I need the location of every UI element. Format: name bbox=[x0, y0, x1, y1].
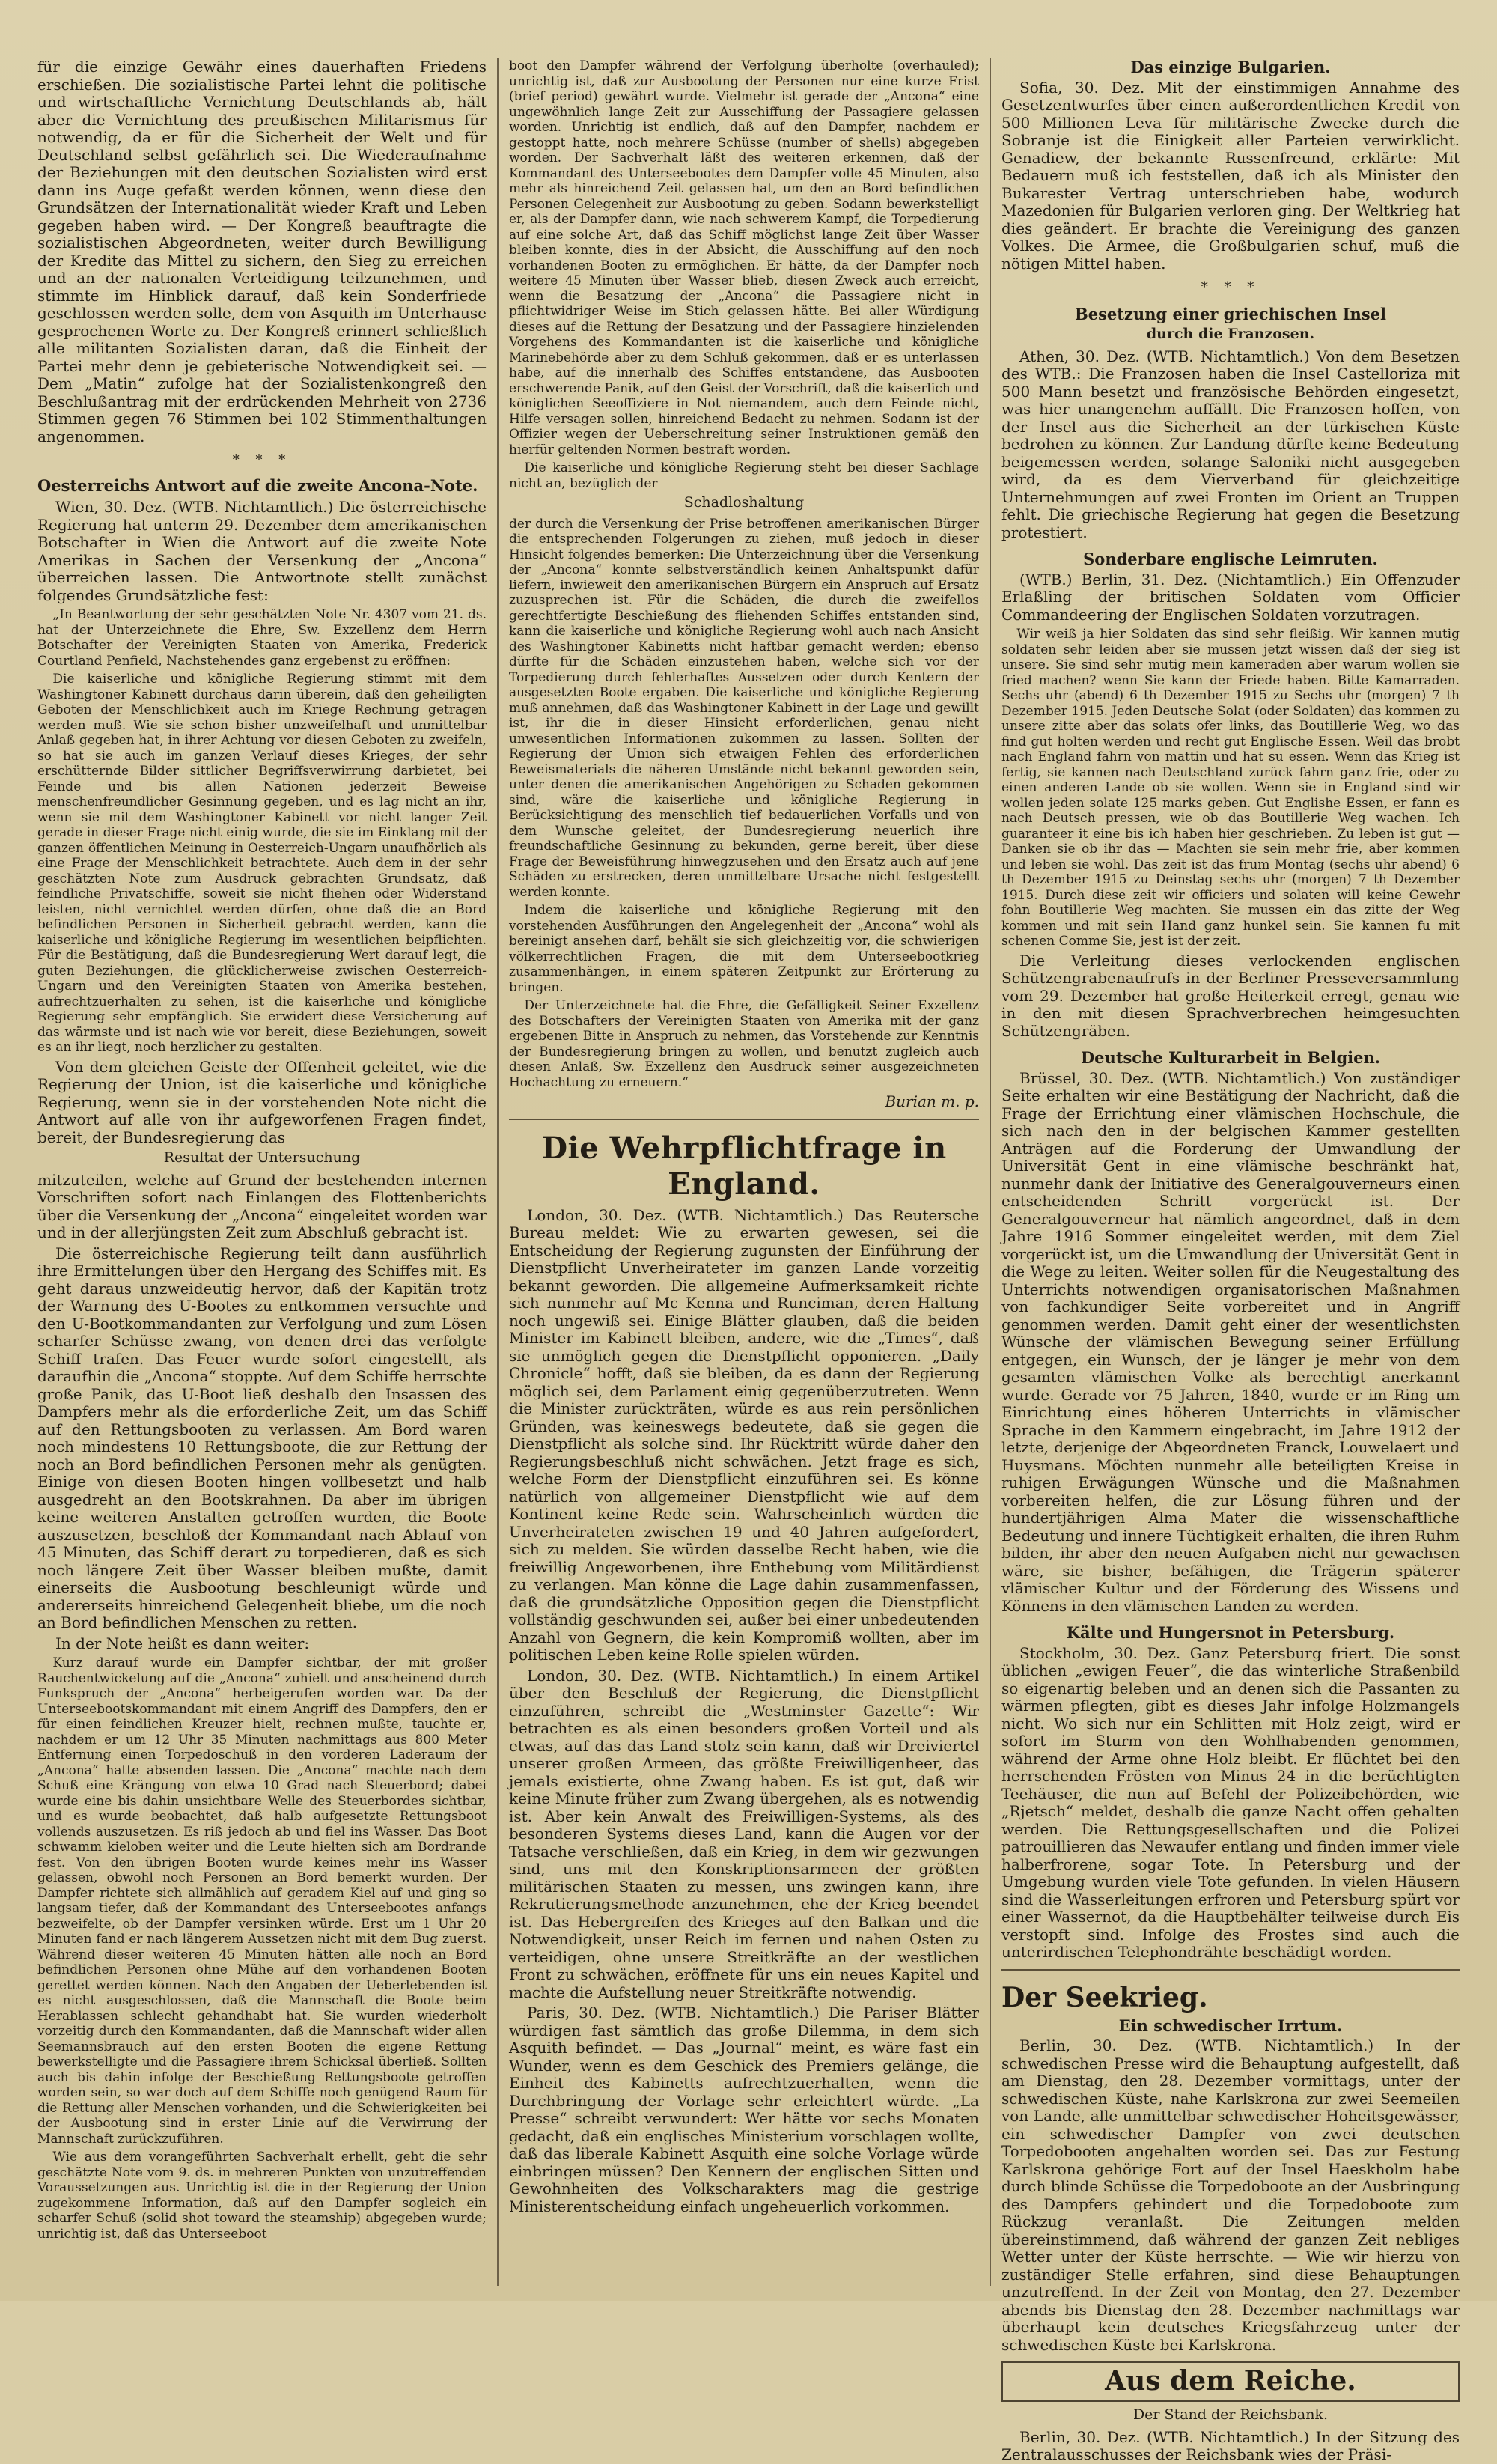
note-quote-paragraph: Die kaiserliche und königliche Regierung steht bei dieser Sachlage nicht an, bezüglich der bbox=[509, 460, 979, 491]
body-paragraph: In der Note heißt es dann weiter: bbox=[55, 1634, 310, 1652]
article-subheadline: durch die Franzosen. bbox=[1146, 326, 1315, 342]
dateline-paragraph: Wien, 30. Dez. (WTB. Nichtamtlich.) Die österreichische Regierung hat unterm 29. Dezember dem amerikanischen Botschafter in Wien die Antwort auf die zweite Note Amerikas in Sachen der Versenkung der „Ancona“ überreichen lassen. Die Antwortnote stellt zunächst folgendes Grundsätzliche fest: bbox=[37, 498, 487, 604]
article-headline-ancona: Oesterreichs Antwort auf die zweite Ancona-Note. bbox=[37, 475, 478, 495]
intro-paragraph: für die einzige Gewähr eines dauerhaften Friedens erschießen. Die sozialistische Partei lehnt die politische und wirtschaftliche Vernichtung Deutschlands ab, hält aber die Vernichtung des preußischen Militarismus für notwendig, da er für die Sicherheit der Welt und für Deutschland selbst gefährlich sei. Die Wiederaufnahme der Beziehungen mit den deutschen Sozialisten wird erst dann ins Auge gefaßt werden können, wenn diese den Grundsätzen der Internationalität wieder Kraft und Leben gegeben haben wird. — Der Kongreß beauftragte die sozialistischen Abgeordneten, weiter durch Bewilligung der Kredite das Mittel zu sichern, den Sieg zu erreichen und an der nationalen Verteidigung teilzunehmen, und stimmte im Hinblick darauf, daß kein Sonderfriede geschlossen werden solle, dem von Asquith im Unterhause gesprochenen Worte zu. Der Kongreß erinnert schließlich alle militanten Sozialisten daran, daß die Einheit der Partei mehr denn je gebieterische Notwendigkeit sei. — Dem „Matin“ zufolge hat der Sozialistenkongreß den Beschlußantrag mit der erdrückenden Mehrheit von 2736 Stimmen gegen 76 Stimmen bei 102 Stimmenthaltungen angenommen. bbox=[37, 58, 487, 445]
body-paragraph: mitzuteilen, welche auf Grund der bestehenden internen Vorschriften sofort nach Einlangen des Flottenberichts über die Versenkung der „Ancona“ eingeleitet worden war und in der allerjüngsten Zeit zum Abschluß gebracht ist. bbox=[37, 1170, 487, 1241]
body-paragraph: Brüssel, 30. Dez. (WTB. Nichtamtlich.) Von zuständiger Seite erhalten wir eine Bestätigung der Nachricht, daß die Frage der Errichtung einer vlämischen Hochschule, die sich nach den in der belgischen Kammer gestellten Anträgen auf die Forderung der Umwandlung der Universität Gent in eine vlämische beschränkt hat, nunmehr dank der Initiative des Generalgouverneurs einen entscheidenden Schritt vorgerückt ist. Der Generalgouverneur hat nämlich angeordnet, daß in dem Jahre 1916 Sommer eingeleitet werden, mit dem Ziel vorgerückt ist, um die Umwandlung der Universität Gent in die Wege zu leiten. Weiter sollen für die Neugestaltung des Unterrichts notwendigen organisatorischen Maßnahmen von fachkundiger Seite vorbereitet und in Angriff genommen werden. Damit geht einer der wesentlichsten Wünsche der vlämischen Bewegung seiner Erfüllung entgegen, ein Wunsch, der je länger je mehr von dem gesamten vlämischen Volke als berechtigt anerkannt wurde. Gerade vor 75 Jahren, 1840, wurde er im Ring um Einrichtung eines höheren Unterrichts in vlämischer Sprache in den Kammern eingebracht, im Jahre 1912 der letzte, derjenige der Abgeordneten Franck, Louwelaert und Huysmans. Möchten nunmehr alle beteiligten Kreise in ruhigen Erwägungen Wünsche und die Maßnahmen vorbereiten helfen, die zur Lösung führen und der hundertjährigen Alma Mater die wissenschaftliche Bedeutung und innere Tüchtigkeit erhalten, die ihren Ruhm bilden, ihr aber den neuen Aufgaben nicht nur gewachsen wäre, sie bisher, befähigen, die Trägerin späterer vlämischer Kultur und der Förderung des Wissens und Könnens in den vlämischen Landen zu werden. bbox=[1001, 1068, 1460, 1615]
subheading-result: Resultat der Untersuchung bbox=[163, 1149, 361, 1166]
article-headline-leaflets: Sonderbare englische Leimruten. bbox=[1083, 550, 1378, 568]
section-headline-reich: Aus dem Reiche. bbox=[1001, 2361, 1460, 2402]
subheading-damages: Schadloshaltung bbox=[683, 494, 805, 511]
body-paragraph: Athen, 30. Dez. (WTB. Nichtamtlich.) Von dem Besetzen des WTB.: Die Franzosen haben die Insel Castelloriza mit 500 Mann besetzt und französische Behörden eingesetzt, was hier unangenehm auffällt. Die Franzosen hoffen, von der Insel aus die Sicherheit an der türkischen Küste bedrohen zu können. Zur Landung dürfte keine Bedeutung beigemessen werden, solange Saloniki nicht ausgegeben wird, da es dem Vierverband für gleichzeitige Unternehmungen auf zwei Fronten im Orient an Truppen fehlt. Die griechische Regierung hat gegen die Besetzung protestiert. bbox=[1001, 347, 1460, 541]
note-quote-paragraph: Kurz darauf wurde ein Dampfer sichtbar, der mit großer Rauchentwickelung auf die „Ancona“ zuhielt und anscheinend durch Funkspruch der „Ancona“ herbeigerufen worden war. Da der Unterseebootskommandant mit einem Angriff des Dampfers, den er für einen feindlichen Kreuzer hielt, rechnen mußte, tauchte er, nachdem er um 12 Uhr 35 Minuten nachmittags aus 800 Meter Entfernung einen Torpedoschuß in den vorderen Laderaum der „Ancona“ hatte absenden lassen. Die „Ancona“ machte nach dem Schuß eine Krängung von etwa 10 Grad nach Steuerbord; dabei wurde eine bis dahin unsichtbare Welle des Steuerbordes sichtbar, und es wurde beobachtet, daß halb aufgesetzte Rettungsboot vollends auszusetzen. Es riß jedoch ab und fiel ins Wasser. Das Boot schwamm kieloben weiter und die Leute hielten sich am Bordrande fest. Von den übrigen Booten wurde keines mehr ins Wasser gelassen, obwohl noch Personen an Bord bemerkt wurden. Der Dampfer richtete sich allmählich auf geradem Kiel auf und ging so langsam tiefer, daß der Kommandant des Unterseebootes anfangs bezweifelte, ob der Dampfer versinken würde. Erst um 1 Uhr 20 Minuten fand er nach längerem Aussetzen nicht mit dem Bug zuerst. Während dieser weiteren 45 Minuten hätten alle noch an Bord befindlichen Personen ohne Mühe auf den vorhandenen Booten gerettet werden können. Nach den Angaben der Ueberlebenden ist es nicht ausgeschlossen, daß die Mannschaft die Boote beim Herablassen schlecht gehandhabt hat. Sie wurden wiederholt vorzeitig durch den Kommandanten, daß die Mannschaft wider allen Seemannsbrauch auf den ersten Booten die eigene Rettung bewerkstelligte und die Passagiere ihrem Schicksal überließ. Sollten auch bis dahin infolge der Beschießung Rettungsboote getroffen worden sein, so war doch auf dem Schiffe noch genügend Raum für die Rettung aller Menschen vorhanden, und die Schwierigkeiten bei der Ausbootung sind in erster Linie auf die Verwirrung der Mannschaft zurückzuführen. bbox=[37, 1655, 487, 2147]
note-quote-paragraph: Die kaiserliche und königliche Regierung stimmt mit dem Washingtoner Kabinett durchaus darin überein, daß den geheiligten Geboten der Menschlichkeit auch im Kriege Rechnung getragen werden muß. Wie sie schon bisher unzweifelhaft und unmittelbar Anlaß gegeben hat, in ihrer Achtung vor diesen Geboten zu zweifeln, so hat sie auch im ganzen Verlauf dieses Krieges, der sehr erschütternde Bilder sittlicher Begriffsverwirrung darbietet, bei Feinde und bis allen Nationen jederzeit Beweise menschenfreundlicher Gesinnung gegeben, und es lag nicht an ihr, wenn sie mit dem Washingtoner Kabinett vor nicht langer Zeit gerade in dieser Frage nicht einig wurde, die sie im Einklang mit der ganzen öffentlichen Meinung in Oesterreich-Ungarn unaufhörlich als eine Frage der Menschlichkeit betrachtete. Auch dem in der sehr geschätzten Note zum Ausdruck gebrachten Grundsatz, daß feindliche Privatschiffe, soweit sie nicht fliehen oder Widerstand leisten, nicht vernichtet werden dürfen, ohne daß die an Bord befindlichen Personen in Sicherheit gebracht werden, kann die kaiserliche und königliche Regierung im wesentlichen beipflichten. Für die Bestätigung, daß die Bundesregierung Wert darauf legt, die guten Beziehungen, die glücklicherweise zwischen Oesterreich-Ungarn und den Vereinigten Staaten von Amerika bestehen, aufrechtzuerhalten zu sehen, ist die kaiserliche und königliche Regierung sehr empfänglich. Sie erwidert diese Versicherung auf das wärmste und ist nach wie vor bereit, diese Beziehungen, soweit es an ihr liegt, noch herzlicher zu gestalten. bbox=[37, 672, 487, 1055]
article-headline-petersburg: Kälte und Hungersnot in Petersburg. bbox=[1066, 1623, 1395, 1642]
body-paragraph: Berlin, 30. Dez. (WTB. Nichtamtlich.) In der schwedischen Presse wird die Behauptung aufgestellt, daß am Dienstag, den 28. Dezember vormittags, unter der schwedischen Küste, nahe Karlskrona zur zwei Seemeilen von Lande, alle unmittelbar schwedischer Hoheitsgewässer, ein schwedischer Dampfer von zwei deutschen Torpedobooten angehalten worden sei. Das zur Festung Karlskrona gehörige Fort auf der Insel Haeskholm habe durch blinde Schüsse die Torpedoboote an der Ausbringung des Dampfers gehindert und die Torpedoboote zum Rückzug veranlaßt. Die Zeitungen melden übereinstimmend, daß während der ganzen Zeit nebliges Wetter unter der Küste herrschte. — Wie wir hierzu von zuständiger Stelle erfahren, sind diese Behauptungen unzutreffend. In der Zeit von Montag, den 27. Dezember abends bis Dienstag den 28. Dezember nachmittags war überhaupt kein deutsches Kriegsfahrzeug unter der schwedischen Küste bei Karlskrona. bbox=[1001, 2036, 1460, 2354]
body-paragraph: Von dem gleichen Geiste der Offenheit geleitet, wie die Regierung der Union, ist die kaiserliche und königliche Regierung, wenn sie in der vorstehenden Note nicht die Antwort auf alle von ihr aufgeworfenen Fragen findet, bereit, der Bundesregierung das bbox=[37, 1057, 487, 1146]
divider bbox=[509, 1119, 979, 1120]
body-paragraph: Die Verleitung dieses verlockenden englischen Schützengrabenaufrufs in der Berliner Presseversammlung vom 29. Dezember hat große Heiterkeit erregt, genau wie in den mit diesen Sprachverbrechen heimgesuchten Schützengräben. bbox=[1001, 951, 1460, 1040]
body-paragraph: Sofia, 30. Dez. Mit der einstimmigen Annahme des Gesetzentwurfes über einen außerordentlichen Kredit von 500 Millionen Leva für militärische Zwecke durch die Sobranje ist die Einigkeit aller Parteien verwirklicht. Genadiew, der bekannte Russenfreund, erklärte: Mit Bedauern muß ich feststellen, daß ich als Minister den Bukarester Vertrag unterschrieben habe, wodurch Mazedonien für Bulgarien verloren ging. Der Weltkrieg hat dies geändert. Er brachte die Vereinigung des ganzen Volkes. Die Armee, die Großbulgarien schuf, muß die nötigen Mittel haben. bbox=[1001, 78, 1460, 273]
note-quote-paragraph: „In Beantwortung der sehr geschätzten Note Nr. 4307 vom 21. ds. hat der Unterzeichnete die Ehre, Sw. Exzellenz dem Herrn Botschafter der Vereinigten Staaten von Amerika, Frederick Courtland Penfield, Nachstehendes ganz ergebenst zu eröffnen: bbox=[37, 607, 487, 669]
column-1 bbox=[37, 58, 487, 2286]
body-paragraph: Paris, 30. Dez. (WTB. Nichtamtlich.) Die Pariser Blätter würdigen fast sämtlich das große Dilemma, in dem sich Asquith befindet. — Das „Journal“ meint, es wäre fast ein Wunder, wenn es dem Geschick des Premiers gelänge, die Einheit des Kabinetts aufrechtzuerhalten, wenn die Durchbringung der Vorlage sehr erleichtert würde. „La Presse“ schreibt verwundert: Wer hätte vor sechs Monaten gedacht, daß ein englisches Ministerium vorschlagen wollte, daß das liberale Kabinett Asquith eine solche Vorlage würde einbringen müssen? Den Kennern der englischen Sitten und Gewohnheiten des Volkscharakters mag die gestrige Ministerentscheidung einfach ungeheuerlich vorkommen. bbox=[509, 2004, 979, 2215]
body-paragraph: Berlin, 30. Dez. (WTB. Nichtamtlich.) In der Sitzung des Zentralausschusses der Reichsbank wies der Präsi- bbox=[1001, 2427, 1460, 2463]
note-quote-paragraph: Indem die kaiserliche und königliche Regierung mit den vorstehenden Ausführungen den Angelegenheit der „Ancona“ wohl als bereinigt ansehen darf, behält sie sich gleichzeitig vor, die schwierigen völkerrechtlichen Fragen, die mit dem Unterseebootkrieg zusammenhängen, in einem späteren Zeitpunkt zur Erörterung zu bringen. bbox=[509, 903, 979, 995]
section-separator: * * * bbox=[1201, 279, 1260, 295]
body-paragraph: London, 30. Dez. (WTB. Nichtamtlich.) In einem Artikel über den Beschluß der Regierung, die Dienstpflicht einzuführen, schreibt die „Westminster Gazette“: Wir betrachten es als einen besonders großen Vorteil und als etwas, auf das das Land stolz sein kann, daß wir Dreiviertel unserer großen Armeen, das größte Freiwilligenheer, das jemals existierte, ohne Zwang haben. Es ist gut, daß wir keine Minute früher zum Zwang übergehen, als es notwendig ist. Aber kein Anwalt des Freiwilligen-Systems, als des besonderen Systems dieses Land, kann die Augen vor der Tatsache verschließen, daß ein Krieg, in dem wir gezwungen sind, uns mit den Konskriptionsarmeen der größten militärischen Staaten zu messen, uns zwingen kann, ihre Rekrutierungsmethode anzunehmen, ehe der Krieg beendet ist. Das Hebergreifen des Krieges auf den Balkan und die Notwendigkeit, unser Reich im fernen und nahen Osten zu verteidigen, ohne unsere Streitkräfte an der westlichen Front zu schwächen, eröffnete für uns ein neues Kapitel und machte die Aufstellung neuer Streitkräfte notwendig. bbox=[509, 1666, 979, 2001]
signature: Burian m. p. bbox=[885, 1092, 979, 1110]
leaflet-quote: Wir weiß ja hier Soldaten das sind sehr fleißig. Wir kannen mutig soldaten sehr leiden aber sie mussen jetzt wissen daß der sieg ist unsere. Sie sind sehr mutig mein kameraden aber warum wollen sie fried machen? wenn Sie kann der Friede haben. Bitte Kamarraden. Sechs uhr (abend) 6 th Dezember 1915 zu Sechs uhr (morgen) 7 th Dezember 1915. Jeden Deutsche Solat (oder Soldaten) das kommen zu unsere zitte aber das solats ofer links, das Boutillerie Weg, wo das find gut holten werden und recht gut Englische Essen. Weil das brobt nach England fahrn von mattin und hat su essen. Wenn das Krieg ist fertig, sie kannen nach Deutschland zurück fahrn ganz frie, oder zu einen anderen Lande ob sie wollen. Wenn sie in England sind wir wollen jeden solate 125 marks geben. Gut Englishe Essen, er fann es nach Deutsch pressen, wie ob das Boutillerie Weg wachen. Ich guaranteer it eine bis ich haben hier geschrieben. Zu leben ist gut — Danken sie ob ihr das — Machten sie sein mehr frie, aber kommen und leben sie wohl. Das zeit ist das frum Montag (sechs uhr abend) 6 th Dezember 1915 zu Deinstag sechs uhr (morgen) 7 th Dezember 1915. Durch diese zeit wir officiers und solaten will keine Gewehr fohn Boutillerie Weg machten. Sie mussen ein das zitte der Weg kommen und mit sein Hand ganz hunkel sein. Sie kannen fu mit schenen Comme Sie, jest ist der zeit. bbox=[1001, 627, 1460, 949]
note-quote-paragraph: Der Unterzeichnete hat die Ehre, die Gefälligkeit Seiner Exzellenz des Botschafters der Vereinigten Staaten von Amerika mit der ganz ergebenen Bitte in Anspruch zu nehmen, das Vorstehende zur Kenntnis der Bundesregierung bringen zu wollen, und benutzt zugleich auch diesen Anlaß, Sw. Exzellenz den Ausdruck seiner ausgezeichneten Hochachtung zu erneuern.“ bbox=[509, 998, 979, 1090]
column-2 bbox=[509, 58, 979, 2286]
article-headline-bulgaria: Das einzige Bulgarien. bbox=[1130, 58, 1331, 76]
note-quote-paragraph: der durch die Versenkung der Prise betroffenen amerikanischen Bürger die entsprechenden Folgerungen zu ziehen, muß jedoch in dieser Hinsicht folgendes bemerken: Die Unterzeichnung über die Versenkung der „Ancona“ konnte selbstverständlich keinen Anhaltspunkt dafür liefern, inwieweit den amerikanischen Bürgern ein Anspruch auf Ersatz zuzusprechen ist. Für die Schäden, die durch die zweifellos gerechtfertigte Beschießung des fliehenden Schiffes entstanden sind, kann die kaiserliche und königliche Regierung wohl auch nach Ansicht des Washingtoner Kabinetts nicht haftbar gemacht werden; ebenso dürfte für die Schäden einzustehen haben, welche sich vor der Torpedierung durch fehlerhaftes Aussetzen oder durch Kentern der ausgesetzten Boote ergaben. Die kaiserliche und königliche Regierung muß annehmen, daß das Washingtoner Kabinett in der Lage und gewillt ist, ihr die in dieser Hinsicht erforderlichen, genau nicht unwesentlichen Informationen zukommen zu lassen. Sollten der Regierung der Union sich etwaigen Fehlen des erforderlichen Beweismaterials die näheren Umstände nicht bekannt geworden sein, unter denen die amerikanischen Angehörigen zu Schaden gekommen sind, wäre die kaiserliche und königliche Regierung in Berücksichtigung des menschlich tief bedauerlichen Vorfalls und von dem Wunsche geleitet, der Bundesregierung neuerlich ihre freundschaftliche Gesinnung zu bekunden, gerne bereit, über diese Frage der Beweisführung hinwegzusehen und den Ersatz auch auf jene Schäden zu erstrecken, deren unmittelbare Ursache nicht festgestellt werden konnte. bbox=[509, 516, 979, 900]
body-paragraph: Stockholm, 30. Dez. Ganz Petersburg friert. Die sonst üblichen „ewigen Feuer“, die das winterliche Straßenbild so eigenartig beleben und an denen sich die Passanten zu wärmen pflegten, gibt es dieses Jahr infolge Holzmangels nicht. Wo sich nur ein Schlitten mit Holz zeigt, wird er sofort im Sturm von den Wohlhabenden genommen, während der Arme ohne Holz bleibt. Er flüchtet bei den herrschenden Frösten von Minus 24 in die berüchtigten Teehäuser, die nun auf Befehl der Polizeibehörden, wie „Rjetsch“ meldet, deshalb die ganze Nacht offen gehalten werden. Die Rettungsgesellschaften und die Polizei patrouillieren das Newaufer entlang und finden immer viele halberfrorene, sogar Tote. In Petersburg und der Umgebung wurden viele Tote gefunden. In vielen Häusern sind die Wasserleitungen erfroren und Petersburg spürt vor einer Wassernot, da die Hauptbehälter teilweise durch Eis verstopft sind. Infolge des Frostes sind auch die unterirdischen Telephondrähte beschädigt worden. bbox=[1001, 1643, 1460, 1961]
column-rule-right bbox=[990, 58, 991, 2286]
article-subheadline: Der Stand der Reichsbank. bbox=[1132, 2406, 1329, 2423]
article-headline-swedish-error: Ein schwedischer Irrtum. bbox=[1118, 2016, 1343, 2035]
body-paragraph: (WTB.) Berlin, 31. Dez. (Nichtamtlich.) Ein Offenzuder Erlaßling der britischen Soldaten vom Officier Commandeering der Englischen Soldaten vorzutragen. bbox=[1001, 570, 1460, 624]
section-separator: * * * bbox=[232, 452, 292, 468]
note-quote-paragraph: Wie aus dem vorangeführten Sachverhalt erhellt, geht die sehr geschätzte Note vom 9. ds. in mehreren Punkten von unzutreffenden Voraussetzungen aus. Unrichtig ist die in der Regierung der Union zugekommene Information, daß auf den Dampfer sogleich ein scharfer Schuß (solid shot toward the steamship) abgegeben wurde; unrichtig ist, daß das Unterseeboot bbox=[37, 2150, 487, 2242]
column-rule-left bbox=[497, 58, 499, 2286]
body-paragraph: Die österreichische Regierung teilt dann ausführlich ihre Ermittelungen über den Hergang des Schiffes mit. Es geht daraus unzweideutig hervor, daß der Kapitän trotz der Warnung des U-Bootes zu entkommen versuchte und den U-Bootkommandanten zur Verfolgung und zum Lösen scharfer Schüsse zwang, von denen drei das verfolgte Schiff trafen. Das Feuer wurde sofort eingestellt, als daraufhin die „Ancona“ stoppte. Auf dem Schiffe herrschte große Panik, das U-Boot ließ deshalb den Insassen des Dampfers mehr als die erforderliche Zeit, um das Schiff auf den Rettungsbooten zu verlassen. Am Bord waren noch mindestens 10 Rettungsboote, die zur Rettung der noch an Bord befindlichen Personen mehr als genügten. Einige von diesen Booten hingen vollbesetzt und halb ausgedreht an den Bootskrahnen. Da aber im übrigen keine weiteren Anstalten getroffen wurden, die Boote auszusetzen, beschloß der Kommandant nach Ablauf von 45 Minuten, das Schiff derart zu torpedieren, daß es sich noch längere Zeit über Wasser bleiben mußte, damit einerseits die Ausbootung beschleunigt würde und andererseits hinreichend Gelegenheit bliebe, um die noch an Bord befindlichen Menschen zu retten. bbox=[37, 1244, 487, 1631]
article-headline-greek-island: Besetzung einer griechischen Insel bbox=[1075, 304, 1386, 323]
section-headline-naval-war: Der Seekrieg. bbox=[1001, 1981, 1208, 2013]
note-quote-paragraph: boot den Dampfer während der Verfolgung überholte (overhauled); unrichtig ist, daß zur Ausbootung der Personen nur eine kurze Frist (brief period) gewährt wurde. Vielmehr ist gerade der „Ancona“ eine ungewöhnlich lange Zeit zur Ausschiffung der Passagiere gelassen worden. Unrichtig ist endlich, daß auf den Dampfer, nachdem er gestoppt hatte, noch mehrere Schüsse (number of shells) abgegeben worden. Der Sachverhalt läßt des weiteren erkennen, daß der Kommandant des Unterseebootes dem Dampfer volle 45 Minuten, also mehr als hinreichend Zeit gelassen hat, um den an Bord befindlichen Personen Gelegenheit zur Ausbootung zu geben. Sodann bewerkstelligt er, als der Dampfer dann, wie nach schwerem Kampf, die Torpedierung auf eine solche Art, daß das Schiff möglichst lange Zeit über Wasser bleiben konnte, dies in der Absicht, die Ausschiffung auf den noch vorhandenen Booten zu ermöglichen. Er hätte, da der Dampfer noch weitere 45 Minuten über Wasser blieb, diesen Zweck auch erreicht, wenn die Besatzung der „Ancona“ die Passagiere nicht in pflichtwidriger Weise im Stich gelassen hätte. Bei aller Würdigung dieses auf die Rettung der Besatzung und der Passagiere hinzielenden Vorgehens des Kommandanten ist die kaiserliche und königliche Marinebehörde aber zu dem Schluß gekommen, daß er es unterlassen habe, auf die innerhalb des Schiffes entstandene, das Ausbooten erschwerende Panik, auf den Geist der Vorschrift, daß die kaiserlich und königlichen Seeoffiziere in Not niemandem, auch dem Feinde nicht, Hilfe versagen sollen, hinreichend Bedacht zu nehmen. Sodann ist der Offizier wegen der Ueberschreitung seiner Instruktionen gemäß den hierfür geltenden Normen bestraft worden. bbox=[509, 58, 980, 457]
column-3 bbox=[1001, 58, 1460, 2463]
body-paragraph: London, 30. Dez. (WTB. Nichtamtlich.) Das Reutersche Bureau meldet: Wie zu erwarten gewesen, sei die Entscheidung der Regierung zugunsten der Einführung der Dienstpflicht Unverheirateter im ganzen Lande vorzeitig bekannt geworden. Die allgemeine Aufmerksamkeit richte sich nunmehr auf Mc Kenna und Runciman, deren Haltung noch ungewiß sei. Einige Blätter glauben, daß die beiden Minister im Kabinett bleiben, andere, wie die „Times“, daß sie unmöglich gegen die Dienstpflicht opponieren. „Daily Chronicle“ hofft, daß sie bleiben, da es dann der Regierung möglich sei, dem Parlament einig gegenüberzutreten. Wenn die Minister zurückträten, würde es aus rein persönlichen Gründen, was keineswegs bedeutete, daß sie gegen die Dienstpflicht als solche sind. Ihr Rücktritt würde daher den Regierungsbeschluß nicht schwächen. Jetzt frage es sich, welche Form der Dienstpflicht einzuführen sei. Es könne natürlich von allgemeiner Dienstpflicht wie auf dem Kontinent keine Rede sein. Wahrscheinlich würden die Unverheirateten zwischen 19 und 40 Jahren aufgefordert, sich zu melden. Sie würden dasselbe Recht haben, wie die freiwillig Angeworbenen, ihre Enthebung vom Militärdienst zu verlangen. Man könne die Lage dahin zusammenfassen, daß die grundsätzliche Opposition gegen die Dienstpflicht vollständig geschwunden sei, außer bei einer unbedeutenden Anzahl von Gegnern, die kein Kompromiß wollten, aber im politischen Leben keine Rolle spielen würden. bbox=[509, 1205, 979, 1664]
divider bbox=[1001, 1969, 1460, 1971]
article-headline-belgium: Deutsche Kulturarbeit in Belgien. bbox=[1080, 1048, 1381, 1067]
article-headline-conscription: Die Wehrpflichtfrage in England. bbox=[541, 1130, 947, 1202]
